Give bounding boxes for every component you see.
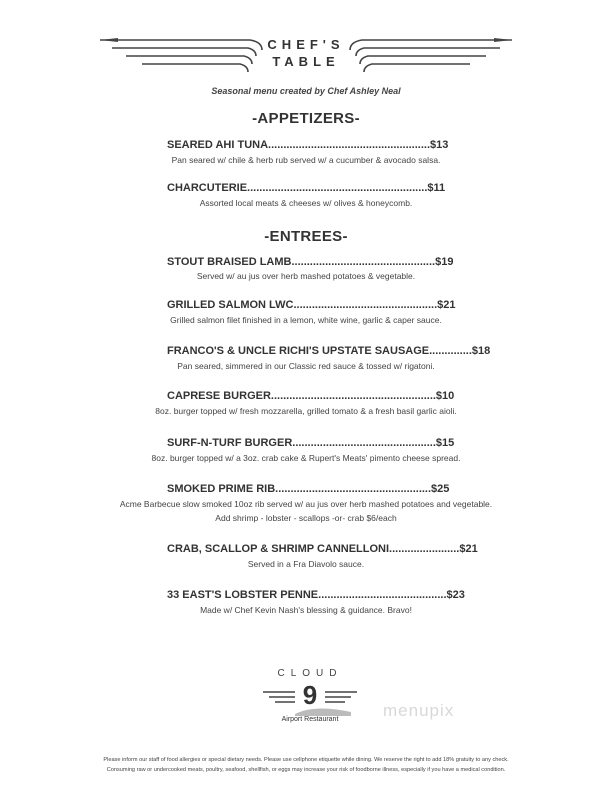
item-grilled-salmon: GRILLED SALMON LWC...............................................$21 [167, 299, 456, 311]
item-desc: Acme Barbecue slow smoked 10oz rib served w/ au jus over herb mashed potatoes and vegetable. [119, 499, 493, 509]
section-entrees: -ENTREES- [264, 228, 348, 245]
item-desc: Served in a Fra Diavolo sauce. [247, 559, 365, 569]
item-lobster-penne: 33 EAST'S LOBSTER PENNE..........................................$23 [167, 589, 465, 601]
title-table: TABLE [272, 54, 340, 69]
menu-subtitle: Seasonal menu created by Chef Ashley Neal [211, 86, 401, 96]
item-desc: Pan seared w/ chile & herb rub served w/ a cucumber & avocado salsa. [171, 155, 441, 165]
item-smoked-prime-rib: SMOKED PRIME RIB...................................................$25 [167, 483, 450, 495]
item-desc: Pan seared, simmered in our Classic red sauce & tossed w/ rigatoni. [177, 361, 435, 371]
footer-note-2: Consuming raw or undercooked meats, poultry, seafood, shellfish, or eggs may increase your risk of foodborne illness, especially if you have a medical condition. [106, 767, 506, 773]
item-cannelloni: CRAB, SCALLOP & SHRIMP CANNELLONI.......................$21 [167, 543, 478, 555]
item-desc: Served w/ au jus over herb mashed potatoes & vegetable. [196, 271, 416, 281]
section-appetizers: -APPETIZERS- [252, 110, 360, 127]
item-desc: 8oz. burger topped w/ fresh mozzarella, grilled tomato & a fresh basil garlic aioli. [155, 406, 457, 416]
item-desc: Grilled salmon filet finished in a lemon, white wine, garlic & caper sauce. [170, 315, 442, 325]
cloud9-logo [255, 668, 365, 728]
item-desc: 8oz. burger topped w/ a 3oz. crab cake & Rupert's Meats' pimento cheese spread. [151, 453, 461, 463]
item-desc-addon: Add shrimp - lobster - scallops -or- crab $6/each [215, 513, 397, 523]
item-charcuterie: CHARCUTERIE...........................................................$11 [167, 182, 446, 194]
logo-word: CLOUD [277, 668, 343, 679]
item-caprese-burger: CAPRESE BURGER......................................................$10 [167, 390, 455, 402]
footer-note-1: Please inform our staff of food allergies or special dietary needs. Please use cellphone etiquette while dining. We reserve the right to add 18% gratuity to any check. [103, 757, 509, 763]
logo-tagline: Airport Restaurant [281, 716, 339, 723]
item-seared-ahi-tuna: SEARED AHI TUNA.....................................................$13 [167, 139, 449, 151]
title-chefs: CHEF'S [267, 37, 345, 52]
item-surf-n-turf-burger: SURF-N-TURF BURGER...............................................$15 [167, 437, 455, 449]
item-stout-braised-lamb: STOUT BRAISED LAMB...............................................$19 [167, 256, 454, 268]
item-upstate-sausage: FRANCO'S & UNCLE RICHI'S UPSTATE SAUSAGE..............$18 [167, 345, 491, 357]
item-desc: Made w/ Chef Kevin Nash's blessing & guidance. Bravo! [200, 605, 412, 615]
menu-header [0, 28, 612, 88]
logo-number: 9 [302, 680, 318, 710]
menupix-watermark: menupix [383, 701, 455, 720]
item-desc: Assorted local meats & cheeses w/ olives & honeycomb. [199, 198, 413, 208]
